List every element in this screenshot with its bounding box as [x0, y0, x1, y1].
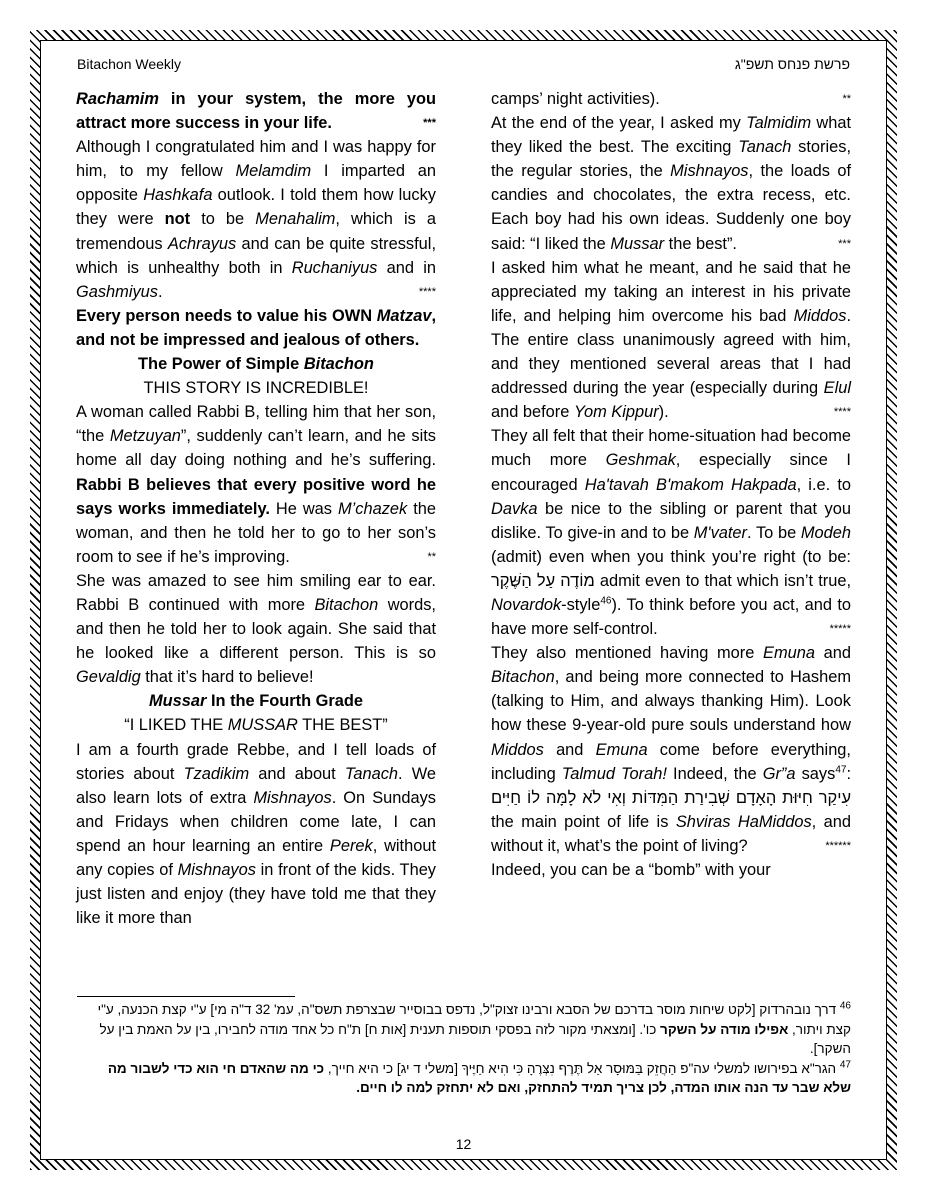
section-separator: ***: [838, 237, 851, 250]
section-separator: ****: [833, 406, 851, 419]
section-separator: **: [427, 550, 436, 563]
section-separator: **: [842, 93, 851, 105]
footnote-ref-46[interactable]: 46: [600, 595, 612, 607]
section-heading: The Power of Simple Bitachon: [138, 355, 374, 374]
section-subheading: “I LIKED THE MUSSAR THE BEST”: [124, 716, 388, 735]
paragraph: Although I congratulated him and I was happy for him, to my fellow Melamdim I imparted an opposite Hashkafa outlook. I told them how lucky they were not to be Menahalim, which is a tremendous Achrayus and can be quite stressful, which is unhealthy both in Ruchaniyus and in Gashmiyus. ****: [76, 135, 436, 304]
paragraph: I asked him what he meant, and he said that he appreciated my taking an interest in his private life, and helping him overcome his bad Middos. The entire class unanimously agreed with him, and they mentioned several areas that I had addressed during the year (especially during Elul and before Yom Kippur). ****: [491, 256, 851, 425]
paragraph: I am a fourth grade Rebbe, and I tell loads of stories about Tzadikim and about Tanach. We also learn lots of extra Mishnayos. On Sundays and Fridays when children come late, I can spend an hour learning an entire Perek, without any copies of Mishnayos in front of the kids. They just listen and enjoy (they have told me that they like it more than: [76, 740, 436, 928]
paragraph: A woman called Rabbi B, telling him that her son, “the Metzuyan”, suddenly can’t learn, and he sits home all day doing nothing and he’s suffering. Rabbi B believes that every positive word he says works immediately. He was M’chazek the woman, and then he told her to go to her son’s room to see if he’s improving. **: [76, 400, 436, 569]
footnote-ref-47[interactable]: 47: [835, 764, 847, 776]
paragraph: At the end of the year, I asked my Talmidim what they liked the best. The exciting Tanach stories, the regular stories, the Mishnayos, the loads of candies and chocolates, the extra recess, etc. Each boy had his own ideas. Suddenly one boy said: “I liked the Mussar the best”. ***: [491, 111, 851, 256]
header-parsha-title: פרשת פנחס תשפ"ג: [734, 56, 850, 72]
section-separator: ******: [825, 839, 851, 852]
paragraph: They also mentioned having more Emuna and Bitachon, and being more connected to Hashem (talking to Him, and always thanking Him). Look how these 9-year-old pure souls understand how Middos and Emuna come before everything, including Talmud Torah! Indeed, the Gr”a says$^{47}$: עִיקַר חִיּוּת הָאָדָם שְׁבִירַת הַמִּדּוֹת וְאִי לֹא לָמָּה לוֹ חַיִּים the main point of life is Shviras HaMiddos, and without it, what’s the point of living? ******: [491, 641, 851, 858]
right-column: [491, 87, 851, 882]
section-separator: *****: [829, 623, 851, 636]
footnote-46: $^{46}$ דרך נובהרדוק [לקט שיחות מוסר בדרכם של הסבא ורבינו זצוק"ל, נדפס בבוסייר שבצרפת תשס"ה, עמ' 32 ד"ה מי] ע"י קצת הכנעה, ע"י קצת ויתור, אפילו מודה על השקר כו'. [ומצאתי מקור לזה בפסקי תוספות תענית [אות ח] ת"ח כל אחד מודה לחבירו, בין על האמת בין על השקר].: [97, 1000, 851, 1056]
page-number: 12: [455, 1136, 472, 1152]
paragraph: She was amazed to see him smiling ear to ear. Rabbi B continued with more Bitachon words, and then he told her to look again. She said that he looked like a different person. This is so Gevaldig that it’s hard to believe!: [76, 571, 436, 687]
section-subheading: THIS STORY IS INCREDIBLE!: [143, 379, 369, 398]
footnote-47: $^{47}$ הגר"א בפירושו למשלי עה"פ הַחֲזֵק בַּמּוּסָר אַל תֶּרֶף נִצְּרֶהָ כִּי הִיא חַיֶּיךָ [משלי ד יג] כי היא חייך, כי מה שהאדם חי הוא כדי לשבור מה שלא שבר עד הנה אותו המדה, לכן צריך תמיד להתחזק, ואם לא יתחזק למה לו חיים.: [107, 1059, 851, 1095]
section-heading: Mussar In the Fourth Grade: [148, 692, 364, 711]
section-separator: ****: [418, 285, 436, 298]
hebrew-quote: מוֹדֶה עַל הַשֶּׁקֶר: [491, 571, 595, 590]
paragraph: Rachamim in your system, the more you attract more success in your life. ***: [76, 87, 436, 135]
paragraph: camps’ night activities). **: [491, 87, 851, 111]
footnotes: [77, 1000, 851, 1098]
left-column: [76, 87, 436, 930]
paragraph: Indeed, you can be a “bomb” with your: [491, 861, 771, 879]
paragraph: They all felt that their home-situation had become much more Geshmak, especially since I encouraged Ha'tavah B'makom Hakpada, i.e. to Davka be nice to the sibling or parent that you dislike. To give-in and to be M'vater. To be Modeh (admit) even when you think you’re right (to be: מוֹדֶה עַל הַשֶּׁקֶר admit even to that which isn’t true, Novardok-style$^{46}$). To think before you act, and to have more self-control. *****: [491, 424, 851, 641]
section-separator: ***: [423, 117, 436, 130]
footnote-divider: [77, 996, 295, 997]
hebrew-quote: עִיקַר חִיּוּת הָאָדָם שְׁבִירַת הַמִּדּוֹת וְאִי לֹא לָמָּה לוֹ חַיִּים: [491, 788, 851, 807]
header-publication-title: Bitachon Weekly: [77, 56, 182, 72]
paragraph: Every person needs to value his OWN Matzav, and not be impressed and jealous of others.: [76, 306, 436, 349]
